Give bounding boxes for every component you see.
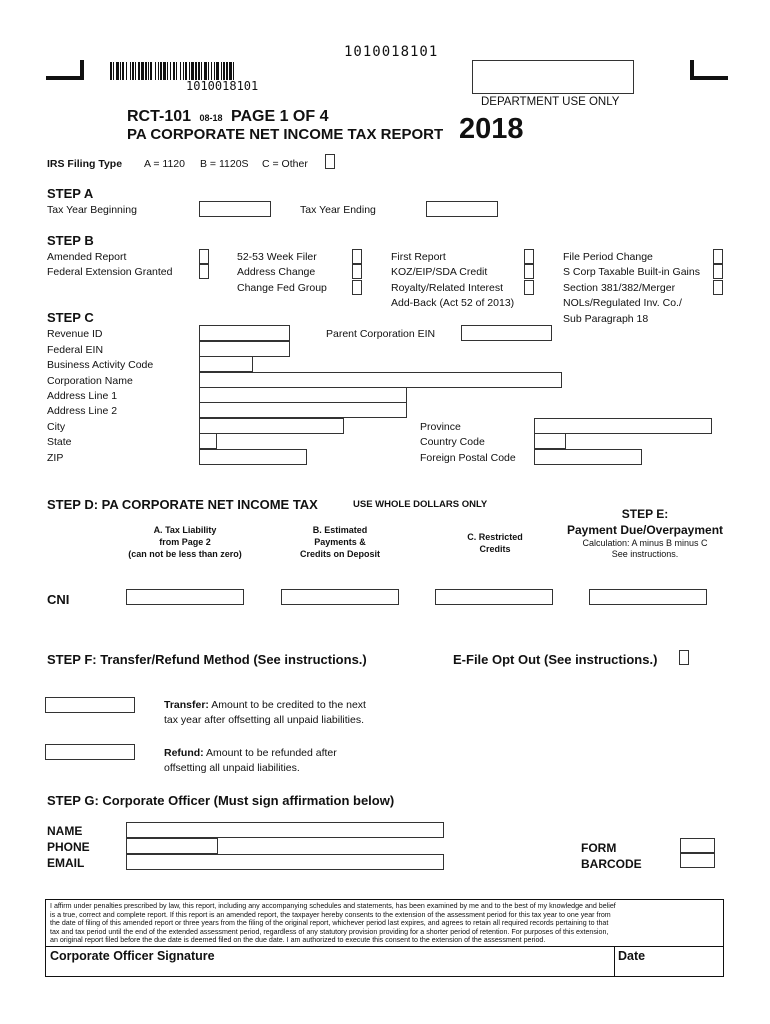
irs-option-c: C = Other	[262, 158, 308, 170]
section-381-label: Section 381/382/Merger	[563, 282, 676, 294]
column-c-line-1: C. Restricted	[467, 532, 523, 542]
federal-ein-label: Federal EIN	[47, 344, 104, 356]
officer-name-field[interactable]	[126, 822, 444, 838]
irs-filing-type-label: IRS Filing Type	[47, 158, 123, 170]
column-a-line-3: (can not be less than zero)	[128, 549, 242, 559]
tax-year: 2018	[459, 113, 524, 145]
city-label: City	[47, 421, 66, 433]
form-revision: 08-18	[199, 113, 223, 123]
step-e-title: STEP E:	[621, 507, 669, 521]
address-line-2-field[interactable]	[199, 402, 407, 418]
file-period-change-label: File Period Change	[563, 251, 653, 263]
s-corp-gains-checkbox[interactable]	[713, 264, 723, 279]
name-label: NAME	[47, 824, 83, 838]
corporation-name-label: Corporation Name	[47, 375, 133, 387]
affirmation-text	[50, 902, 722, 945]
province-label: Province	[420, 421, 461, 433]
foreign-postal-field[interactable]	[534, 449, 642, 465]
affirmation-line: the date of filing of this amended report or three years from the filing of the original report, whichever period last expires, and agrees to retain all required records pertaining to that	[50, 919, 609, 928]
step-e-calculation: Calculation: A minus B minus C	[582, 538, 708, 548]
step-f-title: STEP F: Transfer/Refund Method (See instructions.)	[47, 652, 367, 667]
change-fed-group-checkbox[interactable]	[352, 280, 362, 295]
week-filer-checkbox[interactable]	[352, 249, 362, 264]
royalty-label: Royalty/Related Interest	[391, 282, 504, 294]
affirmation-line: I affirm under penalties prescribed by law, this report, including any accompanying schedules and statements, has been examined by me and to the best of my knowledge and belief	[50, 902, 616, 910]
step-a-title: STEP A	[47, 186, 94, 201]
department-use-box	[472, 60, 634, 94]
parent-ein-field[interactable]	[461, 325, 552, 341]
form-label: FORM	[581, 841, 617, 855]
column-a-line-2: from Page 2	[159, 537, 211, 547]
federal-ein-field[interactable]	[199, 341, 290, 357]
officer-email-field[interactable]	[126, 854, 444, 870]
efile-opt-out-checkbox[interactable]	[679, 650, 689, 665]
refund-description	[164, 748, 337, 759]
registration-mark-top-left	[46, 60, 84, 80]
step-e-see-instructions: See instructions.	[611, 549, 679, 559]
column-b-header	[270, 524, 410, 560]
address-line-1-field[interactable]	[199, 387, 407, 403]
parent-ein-label: Parent Corporation EIN	[326, 328, 436, 340]
amended-report-checkbox[interactable]	[199, 249, 209, 264]
column-b-line-2: Payments &	[314, 537, 366, 547]
form-id: RCT-101	[127, 108, 192, 125]
business-code-field[interactable]	[199, 356, 253, 372]
foreign-postal-label: Foreign Postal Code	[420, 452, 516, 464]
officer-phone-field[interactable]	[126, 838, 218, 854]
form-title: PA CORPORATE NET INCOME TAX REPORT	[127, 126, 444, 143]
address-line-1-label: Address Line 1	[47, 390, 118, 402]
whole-dollars-note: USE WHOLE DOLLARS ONLY	[353, 499, 488, 510]
first-report-label: First Report	[391, 251, 446, 263]
federal-extension-label: Federal Extension Granted	[47, 266, 173, 278]
cni-estimated-payments-field[interactable]	[281, 589, 399, 605]
affirmation-line: is a true, correct and complete report. If this report is an amended report, the taxpayer hereby consents to the extension of the assessment period for this tax year to one year from	[50, 910, 611, 919]
page-indicator: PAGE 1 OF 4	[230, 108, 329, 125]
step-c-title: STEP C	[47, 310, 94, 325]
step-d-title: STEP D: PA CORPORATE NET INCOME TAX	[47, 497, 318, 512]
transfer-text-line-2: tax year after offsetting all unpaid liabilities.	[164, 714, 365, 726]
koz-credit-label: KOZ/EIP/SDA Credit	[391, 266, 488, 278]
column-c-line-2: Credits	[479, 544, 511, 554]
phone-label: PHONE	[47, 840, 90, 854]
zip-label: ZIP	[47, 452, 64, 464]
city-field[interactable]	[199, 418, 344, 434]
address-change-checkbox[interactable]	[352, 264, 362, 279]
irs-filing-type-checkbox[interactable]	[325, 154, 335, 169]
affirmation-line: tax and tax period until the end of the extended assessment period, regardless of any statutory provision providing for a shorter period of retention. For purposes of this extension,	[50, 927, 609, 936]
barcode-image	[110, 62, 326, 80]
week-filer-label: 52-53 Week Filer	[237, 251, 317, 263]
affirmation-line: an original report filed before the due date is deemed filed on the due date. I am authorized to execute this consent to the extension of the assessment period.	[50, 936, 546, 945]
signature-divider	[45, 946, 724, 947]
revenue-id-label: Revenue ID	[47, 328, 103, 340]
refund-label: Refund:	[164, 747, 204, 759]
federal-extension-checkbox[interactable]	[199, 264, 209, 279]
section-381-checkbox[interactable]	[713, 280, 723, 295]
irs-option-a: A = 1120	[144, 158, 185, 170]
barcode-label: BARCODE	[581, 857, 642, 871]
amended-report-label: Amended Report	[47, 251, 127, 263]
file-period-change-checkbox[interactable]	[713, 249, 723, 264]
koz-credit-checkbox[interactable]	[524, 264, 534, 279]
business-code-label: Business Activity Code	[47, 359, 154, 371]
country-code-label: Country Code	[420, 436, 485, 448]
country-code-field[interactable]	[534, 433, 566, 449]
column-a-line-1: A. Tax Liability	[153, 525, 217, 535]
column-b-line-3: Credits on Deposit	[299, 549, 380, 559]
cni-restricted-credits-field[interactable]	[435, 589, 553, 605]
date-field[interactable]: Date	[618, 949, 646, 963]
state-field[interactable]	[199, 433, 217, 449]
transfer-text-line-1: Amount to be credited to the next	[211, 699, 366, 711]
irs-option-b: B = 1120S	[200, 158, 249, 170]
refund-amount-field[interactable]	[45, 744, 135, 760]
address-line-2-label: Address Line 2	[47, 405, 118, 417]
cni-payment-due-field[interactable]	[589, 589, 707, 605]
efile-opt-out-label: E-File Opt Out (See instructions.)	[453, 652, 658, 667]
transfer-description	[164, 700, 366, 711]
department-use-label: DEPARTMENT USE ONLY	[481, 96, 620, 108]
barcode-number-top: 1010018101	[344, 44, 439, 60]
sub-paragraph-label: Sub Paragraph 18	[563, 313, 649, 325]
form-barcode-box-2	[680, 853, 715, 868]
form-id-line	[127, 108, 328, 126]
cni-label: CNI	[47, 592, 70, 607]
transfer-label: Transfer:	[164, 699, 209, 711]
state-label: State	[47, 436, 72, 448]
refund-text-line-2: offsetting all unpaid liabilities.	[164, 762, 300, 774]
tax-year-ending-field[interactable]	[426, 201, 498, 217]
step-g-title: STEP G: Corporate Officer (Must sign affirmation below)	[47, 793, 395, 808]
form-barcode-box-1	[680, 838, 715, 853]
cni-tax-liability-field[interactable]	[126, 589, 244, 605]
tax-year-beginning-label: Tax Year Beginning	[47, 204, 137, 216]
step-b-title: STEP B	[47, 233, 94, 248]
column-a-header	[110, 524, 260, 560]
registration-mark-top-right	[690, 60, 728, 80]
column-c-header	[440, 531, 550, 555]
province-field[interactable]	[534, 418, 712, 434]
revenue-id-field[interactable]	[199, 325, 290, 341]
signature-date-divider	[614, 946, 615, 977]
barcode-number-under: 1010018101	[186, 79, 259, 93]
column-b-line-1: B. Estimated	[312, 525, 368, 535]
transfer-amount-field[interactable]	[45, 697, 135, 713]
zip-field[interactable]	[199, 449, 307, 465]
refund-text-line-1: Amount to be refunded after	[206, 747, 337, 759]
tax-year-ending-label: Tax Year Ending	[300, 204, 376, 216]
step-e-subtitle: Payment Due/Overpayment	[566, 523, 724, 537]
change-fed-group-label: Change Fed Group	[237, 282, 327, 294]
tax-year-beginning-field[interactable]	[199, 201, 271, 217]
signature-field[interactable]: Corporate Officer Signature	[50, 949, 215, 963]
add-back-label: Add-Back (Act 52 of 2013)	[391, 297, 515, 309]
royalty-checkbox[interactable]	[524, 280, 534, 295]
corporation-name-field[interactable]	[199, 372, 562, 388]
nols-label: NOLs/Regulated Inv. Co./	[563, 297, 682, 309]
s-corp-gains-label: S Corp Taxable Built-in Gains	[563, 266, 700, 278]
address-change-label: Address Change	[237, 266, 316, 278]
email-label: EMAIL	[47, 856, 85, 870]
first-report-checkbox[interactable]	[524, 249, 534, 264]
